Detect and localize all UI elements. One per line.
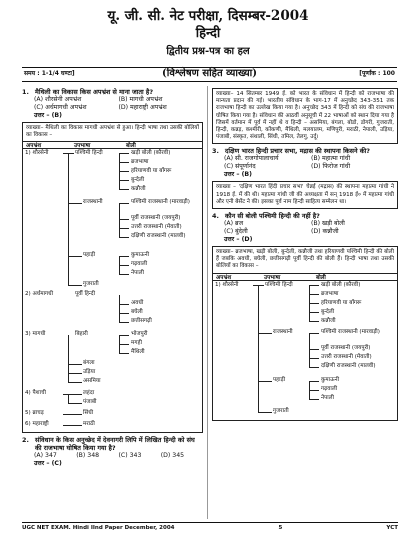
tree-item: भोजपुरी <box>131 331 148 338</box>
tree-item: 2) अर्धमागधी <box>25 291 54 298</box>
tree-item: मराठी <box>83 421 95 428</box>
connector <box>68 153 69 285</box>
connector <box>309 312 319 313</box>
answer: उत्तर – (D) <box>224 236 253 244</box>
col-apabhramsha: अपभ्रंश <box>26 143 42 150</box>
tree-item: कुमाऊनी <box>131 252 150 259</box>
option-d: (D) फिरोज गांधी <box>311 163 351 171</box>
tree-item: मैथिली <box>131 349 145 356</box>
option-a: (A) 347 <box>34 452 57 460</box>
tree-item: 3) मागधी <box>25 331 46 338</box>
option-a: (A) ब्रज <box>224 220 244 228</box>
question-number: 1. <box>22 88 29 96</box>
dialect-table <box>22 141 203 433</box>
connector <box>68 373 82 374</box>
col-upbhasha: उपभाषा <box>74 143 91 150</box>
page-number: 5 <box>278 525 283 531</box>
explanation <box>212 181 398 209</box>
explanation-text: व्याख्या – 'दक्षिण भारत हिंदी प्रचार सभा' चेन्नई (मद्रास) की स्थापना महात्मा गांधी ने 1918 ई. में की थी। महात्मा गांधी जी की अध्यक्षता में सन् 1918 ई० में महात्मा गांधी और एनी बेसेंट ने की। इसका पूर्व नाम हिन्दी साहित्य सम्मेलन था। <box>216 184 394 205</box>
connector <box>119 203 120 237</box>
info-bar <box>22 67 397 82</box>
tree-item: मगही <box>131 340 142 347</box>
connector <box>68 382 82 383</box>
tree-item: बिहारी <box>75 331 88 338</box>
connector <box>119 237 129 238</box>
tree-item: पश्चिमी हिन्दी <box>75 150 103 157</box>
tree-item: राजस्थानी <box>273 328 293 335</box>
connector <box>119 274 129 275</box>
tree-item: पूर्वी हिन्दी <box>75 291 96 298</box>
question-4 <box>212 212 398 220</box>
connector <box>119 304 129 305</box>
tree-item: पश्चिमी राजस्थानी (मारवाड़ी) <box>321 328 380 335</box>
answer: उत्तर – (C) <box>34 460 62 468</box>
tree-item: उड़िया <box>83 369 96 376</box>
connector <box>68 364 82 365</box>
connector <box>119 162 129 163</box>
explanation-text: व्याख्या– 14 सितम्बर 1949 ई. को भारत के संविधान में हिन्दी को राजभाषा की मान्यता प्रदान की गई। भारतीय संविधान के भाग-17 में अनुच्छेद 343-351 तक राजभाषा हिन्दी का उल्लेख किया गया है। अनुच्छेद 343 में हिन्दी को संघ की राजभाषा घोषित किया गया है। संविधान की आठवीं अनुसूची में 22 भाषाओं को स्थान दिया गया है जिसमें वर्तमान में पूर्व में नहीं थे व हिन्दी – असमिया, बंगला, बोडो, डोगरी, गुजराती, हिन्दी, कन्नड़, कश्मीरी, कोंकणी, मैथिली, मलयालम, मणिपुरी, मराठी, नेपाली, उड़िया, पंजाबी, संस्कृत, संथाली, सिंधी, तमिल, तेलगु, उर्दू। <box>216 91 394 141</box>
option-c: (C) अर्धमागधी अपभ्रंश <box>34 104 87 111</box>
explanation <box>212 246 398 273</box>
option-a: (A) सी. राजगोपालाचार्य <box>224 155 279 163</box>
connector <box>309 399 319 400</box>
tree-item: नेपाली <box>131 270 144 277</box>
tree-item: पूर्वी राजस्थानी (जयपुरी) <box>131 215 181 222</box>
option-d: (D) कन्नौजी <box>311 228 339 236</box>
connector <box>119 295 120 322</box>
subject-title: हिन्दी <box>195 26 221 41</box>
tree-item: बुन्देली <box>131 177 145 184</box>
tree-item: अवधी <box>131 300 144 307</box>
question-2-options <box>22 452 203 460</box>
connector <box>258 412 272 413</box>
col-upbhasha: उपभाषा <box>264 274 281 281</box>
connector <box>309 333 310 367</box>
time-label: समय : 1-1/4 घण्टा] <box>24 70 75 77</box>
question-number: 3. <box>212 147 219 156</box>
tree-item: गुजराती <box>83 281 99 288</box>
tree-item: बघेली <box>131 309 143 316</box>
connector <box>119 256 129 257</box>
tree-item: पश्चिमी राजस्थानी (मारवाड़ी) <box>131 199 190 206</box>
question-number: 2. <box>22 436 29 445</box>
footer-exam: UGC NET EXAM. Hindi IInd Paper December, 2004 <box>22 525 175 531</box>
tree-item: गढ़वाली <box>321 385 338 392</box>
tree-item: छत्तीसगढ़ी <box>131 318 152 325</box>
tree-item: राजस्थानी <box>83 199 103 206</box>
question-3-options <box>212 155 398 171</box>
tree-item: 4) पैशाची <box>25 390 46 397</box>
tree-item: 5) ब्राचड़ <box>25 410 44 417</box>
tree-item: पूर्वी राजस्थानी (जयपुरी) <box>321 344 371 351</box>
tree-item: दक्षिणी राजस्थानी (मालवी) <box>131 233 186 240</box>
tree-item: असमिया <box>83 378 101 385</box>
column-divider <box>207 86 208 519</box>
connector <box>119 353 129 354</box>
tree-item: पश्चिमी हिन्दी <box>265 281 293 288</box>
col-apabhramsha: अपभ्रंश <box>216 274 232 281</box>
connector <box>309 333 319 334</box>
tree-item: दक्षिणी राजस्थानी (मालवी) <box>321 362 376 369</box>
tree-item: उत्तरी राजस्थानी (मेवाती) <box>321 353 372 360</box>
tree-item: बंगला <box>83 360 95 367</box>
explanation <box>22 122 203 141</box>
tree-item: कन्नौजी <box>321 317 336 324</box>
connector <box>258 285 259 412</box>
option-c: (C) 343 <box>118 452 142 460</box>
question-2 <box>22 436 203 452</box>
tree-item: बुन्देली <box>321 308 335 315</box>
option-b: (B) मागधी अपभ्रंश <box>118 96 163 103</box>
question-number: 4. <box>212 212 219 221</box>
question-text: संविधान के किस अनुच्छेद में देवनागरी लिपि में लिखित हिन्दी को संघ की राजभाषा घोषित किया गया है? <box>35 436 195 453</box>
analysis-title: (विश्लेषण सहित व्याख्या) <box>162 68 257 79</box>
dialect-table <box>212 273 398 421</box>
connector <box>119 228 129 229</box>
connector <box>119 322 129 323</box>
connector <box>68 394 69 403</box>
option-c: (C) संपूर्णानंद <box>224 163 256 171</box>
connector <box>119 153 129 154</box>
option-d: (D) 345 <box>160 452 185 460</box>
connector <box>119 171 129 172</box>
option-d: (D) महाराष्ट्री अपभ्रंश <box>118 104 167 111</box>
answer: उत्तर – (B) <box>224 171 252 179</box>
connector <box>119 189 129 190</box>
tree-item: ब्रजभाषा <box>321 290 339 297</box>
tree-item: 6) महाराष्ट्री <box>25 421 49 428</box>
tree-item: खड़ी बोली (कौरवी) <box>321 281 361 288</box>
tree-item: कन्नौजी <box>131 186 146 193</box>
connector <box>119 203 129 204</box>
connector <box>119 219 129 220</box>
tree-item: गढ़वाली <box>131 261 148 268</box>
col-boli: बोली <box>126 143 136 150</box>
question-1-options <box>22 96 203 112</box>
exam-title: यू. जी. सी. नेट परीक्षा, दिसम्बर-2004 <box>107 8 309 24</box>
page-header <box>0 8 416 58</box>
tree-item: कुमाऊनी <box>321 376 340 383</box>
marks-label: [पूर्णांक : 100 <box>359 70 395 77</box>
connector <box>309 349 319 350</box>
answer: उत्तर – (B) <box>34 112 62 119</box>
tree-item: 1) शौरसेनी <box>25 150 49 157</box>
tree-item: 1) शौरसेनी <box>215 281 239 288</box>
tree-item: पहाड़ी <box>83 252 96 259</box>
left-column <box>22 88 203 468</box>
connector <box>68 335 69 382</box>
connector <box>63 414 82 415</box>
tree-item: लहंदा <box>83 390 95 397</box>
dialect-tree <box>23 149 202 432</box>
explanation <box>212 88 398 144</box>
connector <box>258 333 272 334</box>
tree-item: हरियाणवी या बाँगरू <box>321 299 362 306</box>
page-footer <box>22 522 398 532</box>
connector <box>63 394 82 395</box>
tree-item: गुजराती <box>273 407 289 414</box>
connector <box>309 285 319 286</box>
tree-item: उत्तरी राजस्थानी (मेवाती) <box>131 224 182 231</box>
question-text: कौन सी बोली पश्चिमी हिन्दी की नहीं है? <box>225 212 320 221</box>
connector <box>63 425 82 426</box>
footer-publisher: YCT <box>386 525 398 531</box>
question-1 <box>22 88 203 96</box>
connector <box>119 344 129 345</box>
question-text: मैथिली का विकास किस अपभ्रंश से माना जाता है? <box>35 88 154 96</box>
connector <box>119 313 129 314</box>
right-column <box>212 88 398 421</box>
option-b: (B) 348 <box>76 452 100 460</box>
option-b: (B) महात्मा गांधी <box>311 155 351 163</box>
dialect-tree <box>213 281 397 420</box>
question-4-options <box>212 220 398 236</box>
tree-item: पंजाबी <box>83 399 97 406</box>
connector <box>309 367 319 368</box>
connector <box>258 381 272 382</box>
connector <box>68 203 82 204</box>
tree-item: सिंधी <box>83 410 94 417</box>
tree-item: ब्रजभाषा <box>131 159 149 166</box>
connector <box>119 180 129 181</box>
connector <box>119 265 129 266</box>
connector <box>309 321 319 322</box>
explanation-text: व्याख्या– ब्रजभाषा, खड़ी बोली, बुन्देली, कन्नौजी तथा हरियाणवी पश्चिमी हिन्दी की बोली हैं जबकि अवधी, बघेली, छत्तीसगढ़ी पूर्वी हिन्दी की बोली हैं। हिन्दी भाषा तथा उसकी बोलियों का विकास – <box>216 249 394 270</box>
connector <box>309 381 319 382</box>
option-b: (B) खड़ी बोली <box>311 220 345 228</box>
tree-item: पहाड़ी <box>273 376 286 383</box>
connector <box>68 285 82 286</box>
question-text: दक्षिण भारत हिन्दी प्रचार सभा, मद्रास की स्थापना किसने की? <box>225 147 370 156</box>
table-header <box>23 141 202 149</box>
tree-item: नेपाली <box>321 394 334 401</box>
tree-item: हरियाणवी या बाँगरू <box>131 168 172 175</box>
option-a: (A) शौरसेनी अपभ्रंश <box>34 96 82 103</box>
connector <box>68 403 82 404</box>
explanation-text: व्याख्या– मैथिली का विकास मागधी अपभ्रंश से हुआ। हिन्दी भाषा तथा उसकी बोलियों का विकास – <box>26 125 199 139</box>
connector <box>309 303 319 304</box>
connector <box>68 256 82 257</box>
col-boli: बोली <box>316 274 326 281</box>
tree-item: खड़ी बोली (कौरवी) <box>131 150 171 157</box>
table-header <box>213 273 397 281</box>
option-c: (C) बुंदेली <box>224 228 248 236</box>
paper-title: द्वितीय प्रश्न-पत्र का हल <box>166 46 250 57</box>
connector <box>309 358 319 359</box>
connector <box>119 335 129 336</box>
connector <box>309 294 319 295</box>
connector <box>309 390 319 391</box>
